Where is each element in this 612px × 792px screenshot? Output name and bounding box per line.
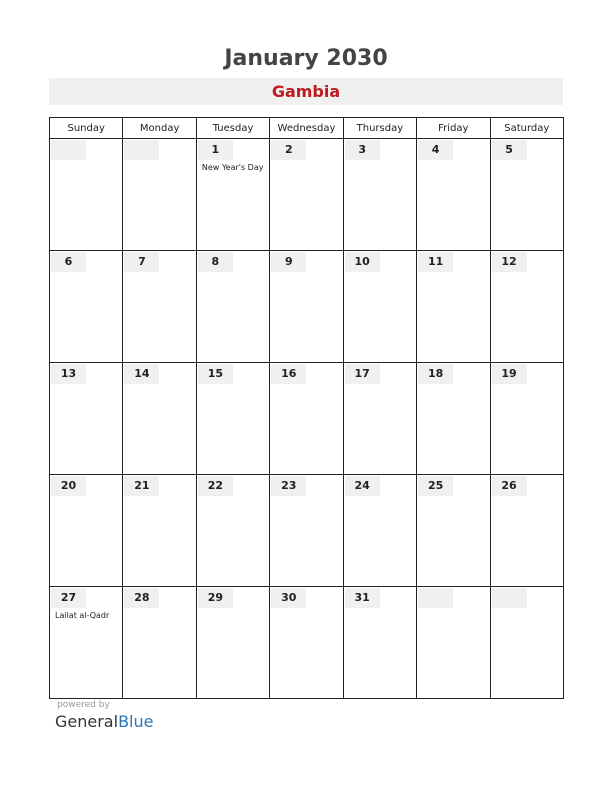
- day-cell[interactable]: [417, 587, 490, 699]
- week-row: [50, 587, 564, 699]
- day-number: 23: [271, 476, 306, 496]
- calendar-title: January 2030: [224, 46, 388, 71]
- country-name: Gambia: [271, 82, 341, 101]
- day-number: 4: [418, 140, 453, 160]
- day-cell[interactable]: [343, 251, 416, 363]
- day-number: 28: [124, 588, 159, 608]
- day-cell[interactable]: [417, 363, 490, 475]
- day-number: 30: [271, 588, 306, 608]
- day-cell[interactable]: [490, 475, 563, 587]
- day-number: 9: [271, 252, 306, 272]
- day-number: 24: [345, 476, 380, 496]
- weekday-wednesday: Wednesday: [270, 118, 343, 139]
- day-number: 10: [345, 252, 380, 272]
- generalblue-logo[interactable]: [55, 712, 153, 731]
- day-cell[interactable]: [50, 475, 123, 587]
- day-cell[interactable]: [417, 251, 490, 363]
- day-cell[interactable]: [196, 251, 269, 363]
- day-number: [51, 140, 86, 160]
- weekday-thursday: Thursday: [343, 118, 416, 139]
- weekday-saturday: Saturday: [490, 118, 563, 139]
- day-number: 8: [198, 252, 233, 272]
- day-number: [492, 588, 527, 608]
- day-cell[interactable]: [343, 363, 416, 475]
- country-banner: [49, 78, 563, 105]
- day-number: 22: [198, 476, 233, 496]
- day-number: 3: [345, 140, 380, 160]
- day-cell[interactable]: [343, 139, 416, 251]
- day-cell[interactable]: [417, 139, 490, 251]
- holiday-label: Lailat al-Qadr: [55, 611, 110, 620]
- week-row: [50, 139, 564, 251]
- day-number: 16: [271, 364, 306, 384]
- day-number: 5: [492, 140, 527, 160]
- day-cell[interactable]: [123, 587, 196, 699]
- day-cell[interactable]: [123, 363, 196, 475]
- holiday-label: New Year's Day: [201, 163, 264, 172]
- day-number: [124, 140, 159, 160]
- day-number: 18: [418, 364, 453, 384]
- day-cell[interactable]: [196, 139, 269, 251]
- day-cell[interactable]: [270, 363, 343, 475]
- day-cell[interactable]: [490, 139, 563, 251]
- day-cell[interactable]: [196, 363, 269, 475]
- day-cell[interactable]: [123, 251, 196, 363]
- calendar-grid: [49, 117, 564, 699]
- day-cell[interactable]: [50, 587, 123, 699]
- day-cell[interactable]: [490, 363, 563, 475]
- week-row: [50, 363, 564, 475]
- day-cell[interactable]: [490, 587, 563, 699]
- day-number: 19: [492, 364, 527, 384]
- day-number: 13: [51, 364, 86, 384]
- day-cell[interactable]: [417, 475, 490, 587]
- day-cell[interactable]: [123, 475, 196, 587]
- weekday-sunday: Sunday: [50, 118, 123, 139]
- day-number: 15: [198, 364, 233, 384]
- day-number: 11: [418, 252, 453, 272]
- day-number: 27: [51, 588, 86, 608]
- day-number: 7: [124, 252, 159, 272]
- weekday-friday: Friday: [417, 118, 490, 139]
- day-cell[interactable]: [50, 251, 123, 363]
- day-number: 31: [345, 588, 380, 608]
- day-number: 20: [51, 476, 86, 496]
- day-number: 26: [492, 476, 527, 496]
- day-cell[interactable]: [490, 251, 563, 363]
- weekday-header-row: [50, 118, 564, 139]
- day-cell[interactable]: [343, 587, 416, 699]
- day-cell[interactable]: [50, 363, 123, 475]
- day-cell[interactable]: [270, 475, 343, 587]
- brand-name-blue: Blue: [118, 712, 154, 731]
- day-cell[interactable]: [343, 475, 416, 587]
- day-cell[interactable]: [50, 139, 123, 251]
- day-number: 25: [418, 476, 453, 496]
- day-number: 12: [492, 252, 527, 272]
- day-number: 6: [51, 252, 86, 272]
- day-cell[interactable]: [123, 139, 196, 251]
- weekday-monday: Monday: [123, 118, 196, 139]
- day-cell[interactable]: [196, 475, 269, 587]
- weekday-tuesday: Tuesday: [196, 118, 269, 139]
- day-cell[interactable]: [270, 251, 343, 363]
- day-number: 1: [198, 140, 233, 160]
- day-cell[interactable]: [270, 139, 343, 251]
- day-cell[interactable]: [270, 587, 343, 699]
- day-number: 17: [345, 364, 380, 384]
- day-number: [418, 588, 453, 608]
- brand-name-general: General: [55, 712, 119, 731]
- week-row: [50, 475, 564, 587]
- day-number: 2: [271, 140, 306, 160]
- day-number: 29: [198, 588, 233, 608]
- powered-by-text: powered by: [57, 700, 110, 710]
- week-row: [50, 251, 564, 363]
- day-cell[interactable]: [196, 587, 269, 699]
- day-number: 14: [124, 364, 159, 384]
- day-number: 21: [124, 476, 159, 496]
